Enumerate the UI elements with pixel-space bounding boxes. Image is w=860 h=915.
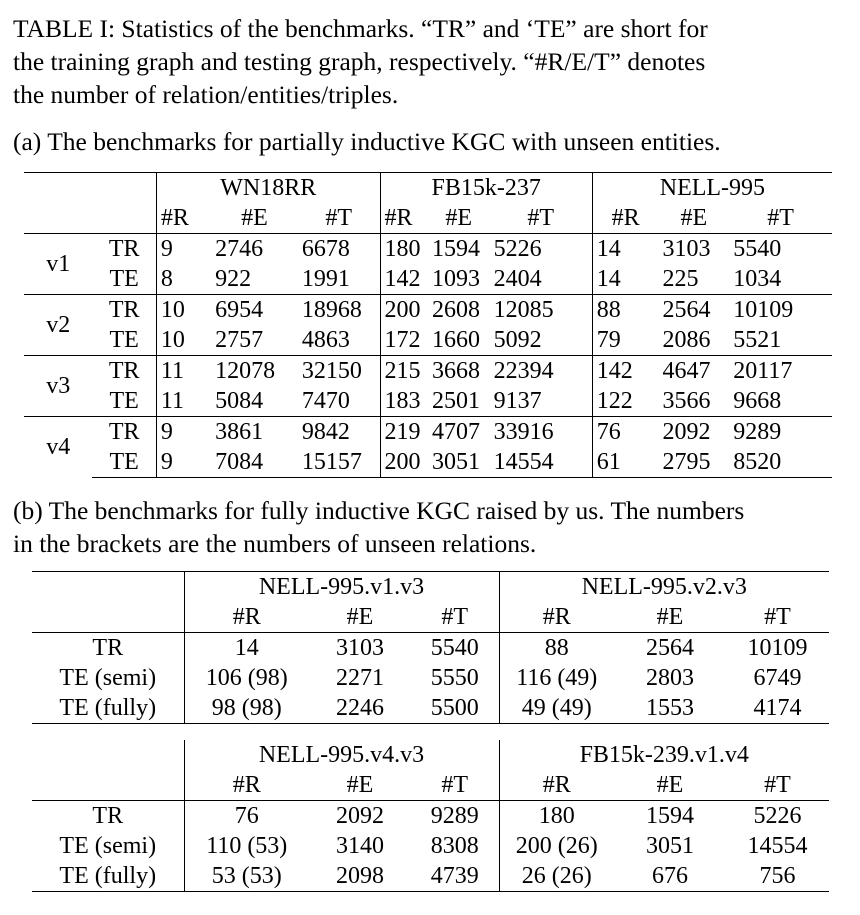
table-cell: 1991 (298, 264, 380, 295)
table-cell: 2086 (662, 326, 711, 353)
table-cell: 9137 (490, 386, 593, 417)
dataset-header: NELL-995 (592, 173, 832, 204)
dataset-header: FB15k-239.v1.v4 (579, 741, 749, 768)
column-header: #E (346, 771, 374, 798)
version-label: v3 (24, 356, 92, 417)
table-cell: 180 (380, 234, 428, 265)
table-cell: 10109 (729, 295, 832, 326)
table-cell: 172 (384, 326, 421, 353)
table-cell: 2404 (490, 264, 593, 295)
dataset-header: WN18RR (156, 173, 380, 204)
column-header: #R (611, 204, 640, 231)
table-cell: 10 (156, 295, 211, 326)
table-cell: 4647 (658, 356, 729, 387)
row-label: TE (fully) (32, 861, 184, 892)
table-row (24, 264, 832, 295)
column-header: #E (445, 204, 473, 231)
table-cell: 183 (384, 387, 421, 414)
table-cell: 225 (662, 265, 699, 292)
table-caption (13, 12, 849, 111)
table-cell: 142 (592, 356, 658, 387)
row-label: TR (32, 633, 184, 664)
column-header: #T (764, 771, 791, 798)
table-row (32, 801, 829, 832)
table-cell: 3861 (211, 417, 298, 448)
split-label: TR (92, 356, 156, 387)
table-row (32, 633, 829, 664)
table-cell: 9 (156, 447, 211, 478)
table-cell: 14 (596, 265, 621, 292)
table-cell: 5084 (215, 387, 264, 414)
table-cell: 2098 (309, 861, 411, 892)
table-cell: 2092 (309, 801, 411, 832)
table-cell: 8 (160, 265, 173, 292)
table-cell: 12078 (211, 356, 298, 387)
caption-line: TABLE I: Statistics of the benchmarks. “TR” and ‘TE” are short for (13, 14, 708, 43)
version-label: v4 (24, 417, 92, 478)
table-cell: 9289 (729, 417, 832, 448)
table-cell: 4174 (726, 693, 829, 724)
table-cell: 2564 (614, 633, 726, 664)
table-cell: 2092 (658, 417, 729, 448)
table-cell: 3566 (662, 387, 711, 414)
table-cell: 5521 (733, 326, 782, 353)
column-header: #T (490, 203, 593, 234)
table-cell: 33916 (490, 417, 593, 448)
split-label: TE (92, 264, 156, 295)
table-row (32, 831, 829, 861)
table-cell: 3103 (309, 633, 411, 664)
table-cell: 5540 (729, 234, 832, 265)
table-cell: 8520 (729, 447, 832, 478)
table-cell: 9668 (733, 387, 782, 414)
table-cell: 5550 (411, 663, 499, 693)
table-cell: 3140 (336, 832, 384, 859)
column-header: #E (656, 603, 684, 630)
table-cell: 14 (592, 234, 658, 265)
table-cell: 756 (726, 861, 829, 892)
caption-line: the training graph and testing graph, respectively. “#R/E/T” denotes (13, 47, 706, 76)
column-header: #T (298, 203, 380, 234)
table-row (24, 417, 832, 448)
column-header: #R (160, 204, 189, 231)
table-cell: 79 (596, 326, 621, 353)
dataset-header: NELL-995.v4.v3 (184, 740, 499, 770)
table-cell: 7084 (211, 447, 298, 478)
table-cell: 14 (184, 633, 309, 664)
table-fully-inductive-2 (32, 740, 829, 892)
row-label: TE (semi) (32, 663, 184, 693)
table-fully-inductive-1 (32, 571, 829, 724)
table-cell: 88 (592, 295, 658, 326)
table-cell: 200 (380, 295, 428, 326)
table-cell: 4707 (428, 417, 490, 448)
table-row (24, 447, 832, 478)
table-cell: 3668 (428, 356, 490, 387)
table-cell: 922 (215, 265, 252, 292)
table-cell: 215 (380, 356, 428, 387)
table-cell: 2757 (215, 326, 264, 353)
table-cell: 200 (26) (515, 832, 598, 859)
table-cell: 11 (156, 356, 211, 387)
table-cell: 1093 (431, 265, 480, 292)
table-cell: 9842 (298, 417, 380, 448)
split-label: TR (92, 295, 156, 326)
table-cell: 12085 (490, 295, 593, 326)
table-cell: 98 (98) (184, 693, 309, 724)
table-cell: 20117 (729, 356, 832, 387)
table-cell: 18968 (298, 295, 380, 326)
table-cell: 3103 (658, 234, 729, 265)
row-label: TR (32, 801, 184, 832)
column-header: #R (542, 771, 571, 798)
table-cell: 61 (592, 447, 658, 478)
table-cell: 142 (384, 265, 421, 292)
split-label: TE (92, 325, 156, 356)
column-header: #T (767, 204, 794, 231)
column-header: #E (241, 204, 268, 231)
split-label: TE (92, 386, 156, 417)
table-cell: 9 (156, 234, 211, 265)
table-cell: 5226 (726, 801, 829, 832)
table-cell: 3051 (646, 832, 694, 859)
split-label: TR (92, 417, 156, 448)
table-cell: 2795 (658, 447, 729, 478)
table-cell: 5500 (411, 693, 499, 724)
table-cell: 5092 (490, 325, 593, 356)
table-cell: 53 (53) (184, 861, 309, 892)
column-header: #R (232, 771, 261, 798)
table-row (32, 663, 829, 693)
subcaption-a: (a) The benchmarks for partially inductive KGC with unseen entities. (13, 127, 721, 156)
table-cell: 1034 (733, 265, 782, 292)
split-label: TR (92, 234, 156, 265)
table-cell: 122 (596, 387, 633, 414)
table-cell: 2803 (646, 664, 694, 691)
table-cell: 10 (160, 326, 185, 353)
table-cell: 4739 (411, 861, 499, 892)
dataset-header: NELL-995.v1.v3 (184, 572, 499, 603)
table-cell: 32150 (298, 356, 380, 387)
table-row (32, 693, 829, 724)
table-cell: 15157 (298, 447, 380, 478)
table-cell: 2246 (309, 693, 411, 724)
table-cell: 2746 (211, 234, 298, 265)
table-row (32, 861, 829, 892)
column-header: #R (384, 204, 413, 231)
table-row (24, 386, 832, 417)
table-cell: 11 (160, 387, 184, 414)
table-cell: 116 (49) (516, 664, 598, 691)
table-cell: 5540 (411, 633, 499, 664)
table-cell: 26 (26) (499, 861, 614, 892)
table-cell: 110 (53) (206, 832, 288, 859)
table-cell: 4863 (298, 325, 380, 356)
table-cell: 8308 (411, 831, 499, 861)
table-cell: 1594 (614, 801, 726, 832)
row-label: TE (fully) (32, 693, 184, 724)
table-row (24, 234, 832, 265)
table-cell: 676 (614, 861, 726, 892)
row-label: TE (semi) (32, 831, 184, 861)
table-row (24, 325, 832, 356)
table-cell: 219 (380, 417, 428, 448)
table-cell: 5226 (490, 234, 593, 265)
table-cell: 200 (380, 447, 428, 478)
table-cell: 7470 (298, 386, 380, 417)
table-row (24, 295, 832, 326)
table-cell: 180 (499, 801, 614, 832)
dataset-header: NELL-995.v2.v3 (499, 572, 829, 603)
table-cell: 76 (592, 417, 658, 448)
column-header: #R (232, 603, 261, 630)
table-cell: 2501 (431, 387, 480, 414)
table-cell: 2271 (336, 664, 384, 691)
table-cell: 1553 (614, 693, 726, 724)
table-cell: 1594 (428, 234, 490, 265)
table-cell: 2608 (428, 295, 490, 326)
table-cell: 3051 (428, 447, 490, 478)
column-header: #T (411, 770, 499, 801)
version-label: v1 (24, 234, 92, 295)
column-header: #E (680, 204, 708, 231)
table-cell: 6678 (298, 234, 380, 265)
caption-line: the number of relation/entities/triples. (13, 80, 399, 109)
table-cell: 1660 (431, 326, 480, 353)
column-header: #T (764, 603, 791, 630)
table-cell: 10109 (726, 633, 829, 664)
table-cell: 6954 (211, 295, 298, 326)
column-header: #T (411, 602, 499, 633)
dataset-header: FB15k-237 (380, 173, 592, 204)
table-cell: 9 (156, 417, 211, 448)
table-cell: 76 (184, 801, 309, 832)
table-cell: 49 (49) (499, 693, 614, 724)
version-label: v2 (24, 295, 92, 356)
table-row (24, 356, 832, 387)
column-header: #E (346, 603, 374, 630)
table-cell: 14554 (747, 832, 808, 859)
table-cell: 88 (499, 633, 614, 664)
table-cell: 6749 (753, 664, 802, 691)
column-header: #R (542, 603, 571, 630)
subcaption-b: (b) The benchmarks for fully inductive KGC raised by us. The numbers in the brackets are the numbers of unseen relations. (13, 496, 745, 558)
split-label: TE (92, 447, 156, 478)
table-cell: 14554 (490, 447, 593, 478)
column-header: #E (656, 771, 684, 798)
table-cell: 2564 (658, 295, 729, 326)
table-cell: 9289 (411, 801, 499, 832)
table-partially-inductive (24, 172, 832, 478)
table-cell: 22394 (490, 356, 593, 387)
table-cell: 106 (98) (205, 664, 288, 691)
